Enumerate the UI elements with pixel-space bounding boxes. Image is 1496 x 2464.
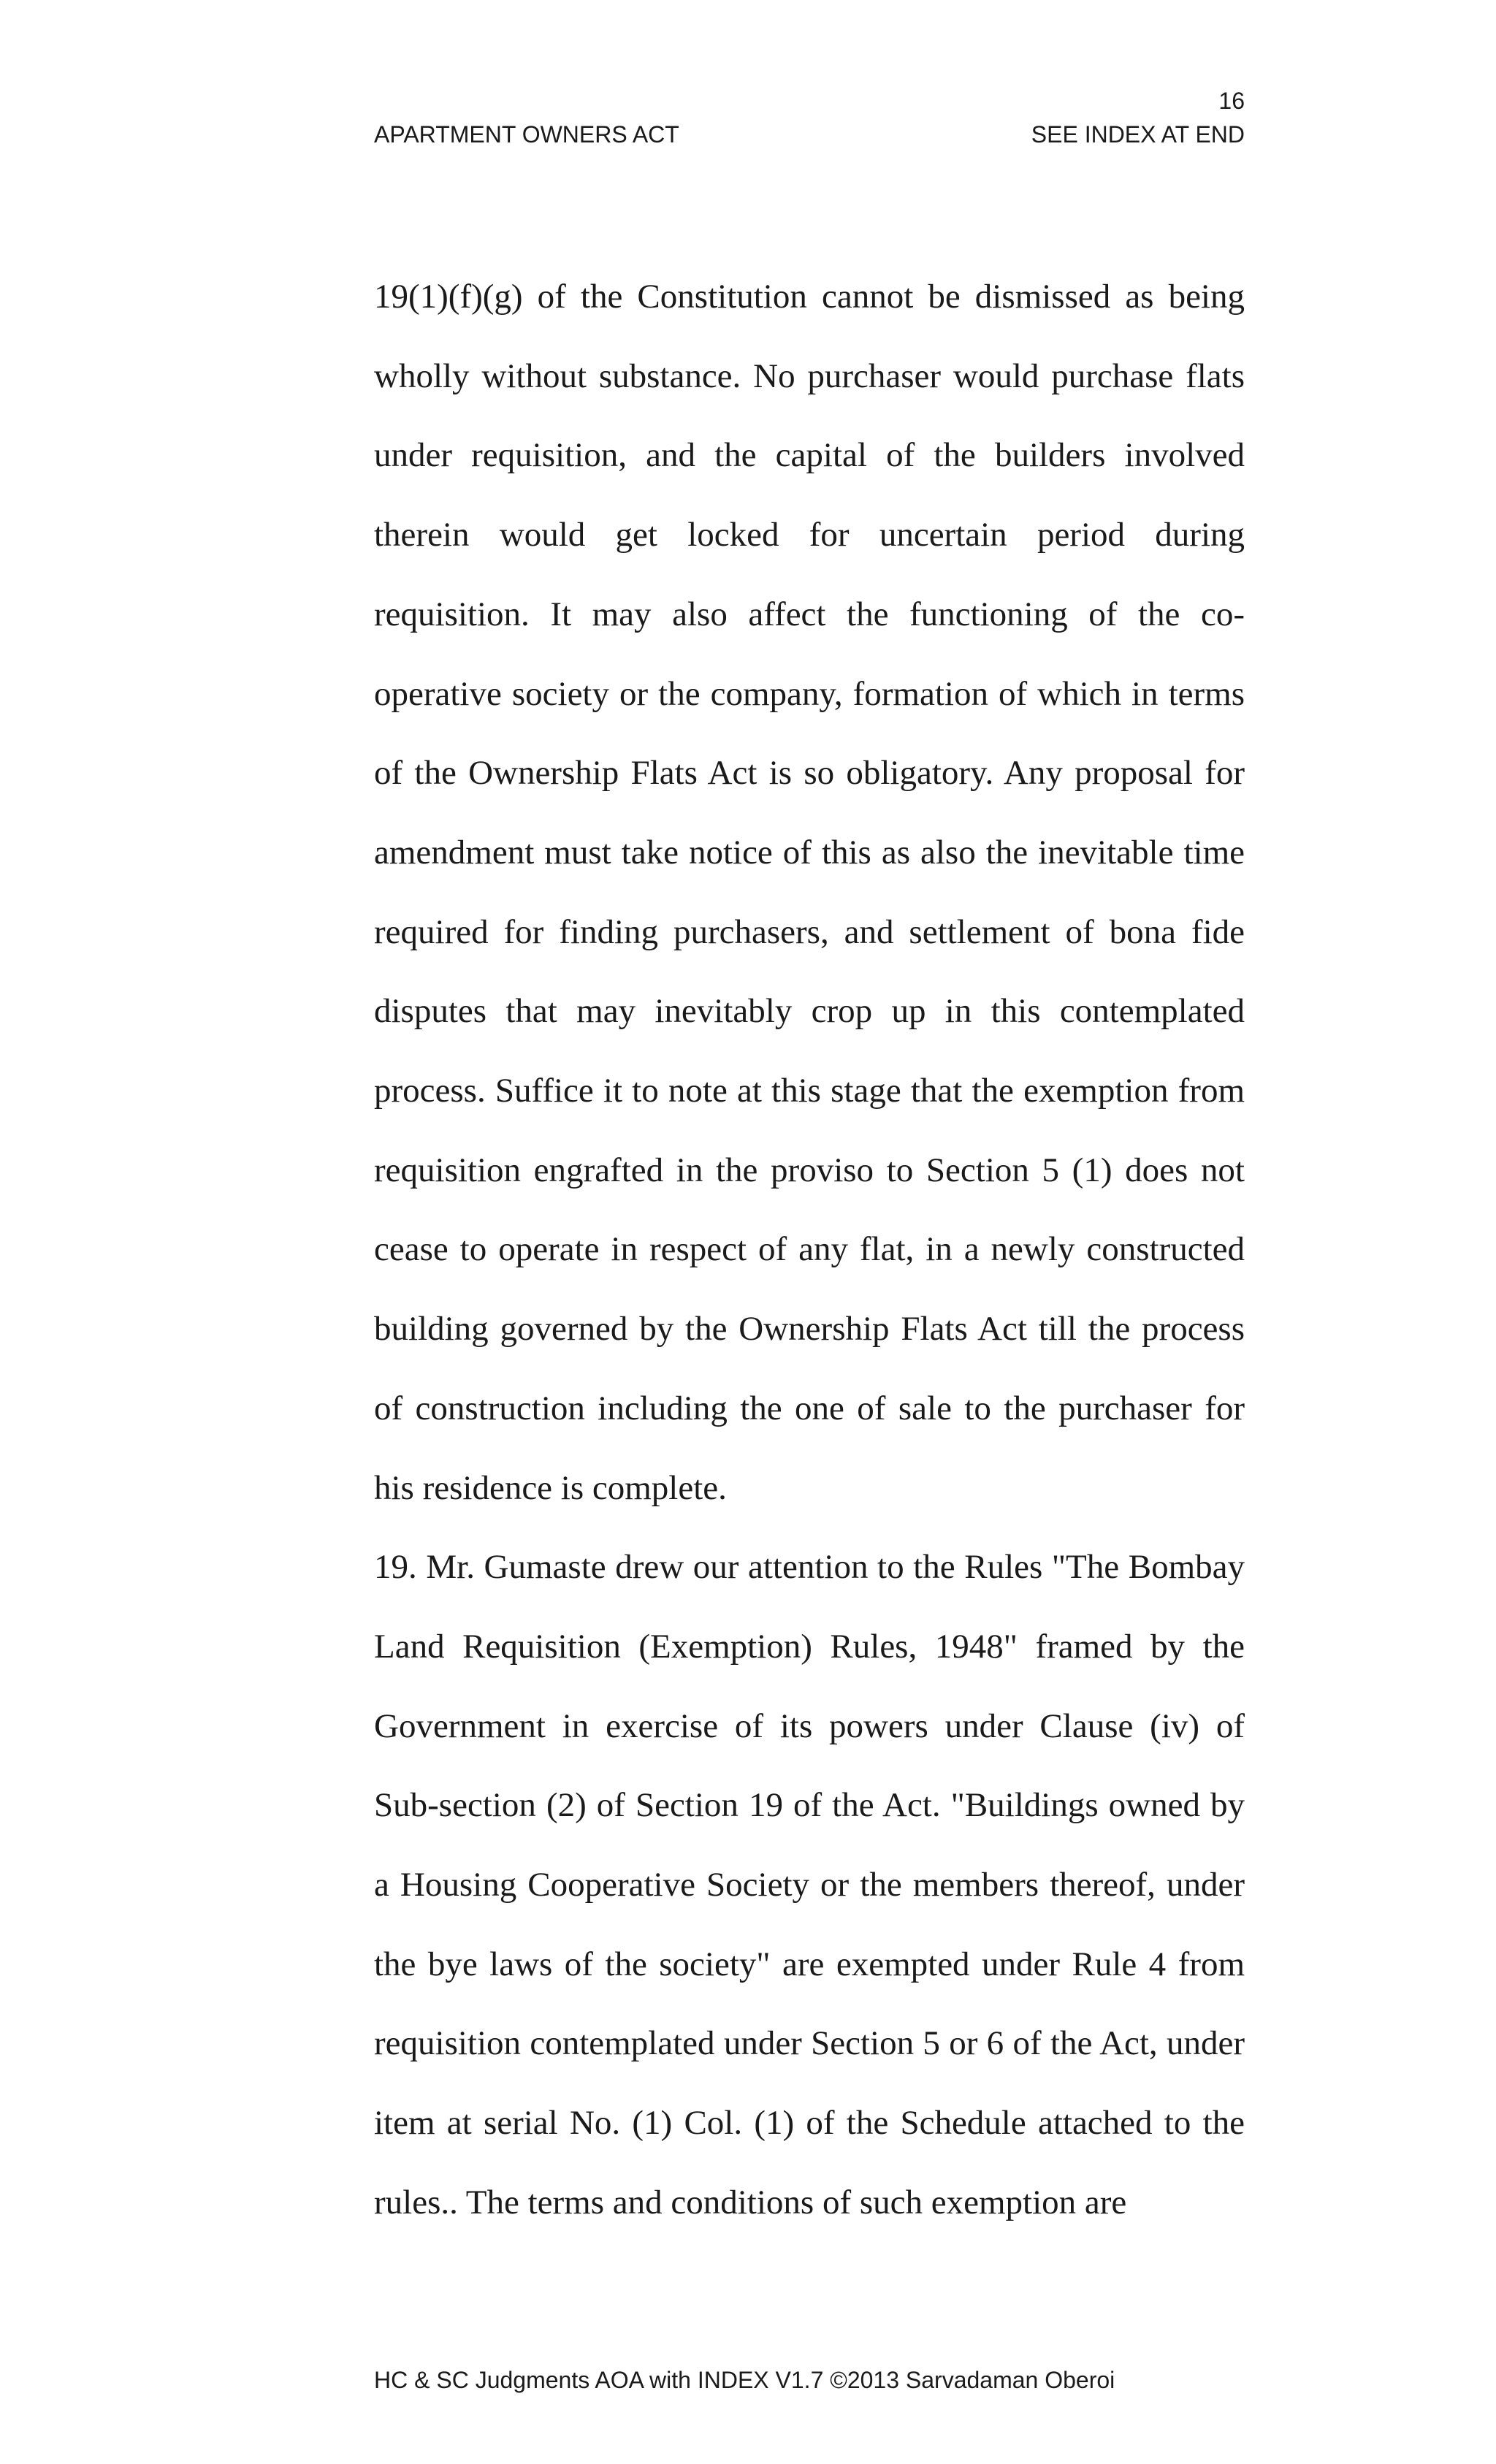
page-number: 16 xyxy=(1218,88,1245,114)
header-title: APARTMENT OWNERS ACT xyxy=(374,121,679,148)
document-body xyxy=(374,257,1245,2243)
running-header xyxy=(374,121,1245,148)
footer-copyright: HC & SC Judgments AOA with INDEX V1.7 ©2013 Sarvadaman Oberoi xyxy=(374,2367,1115,2393)
header-index-note: SEE INDEX AT END xyxy=(1031,121,1245,148)
paragraph-19: 19. Mr. Gumaste drew our attention to the Rules "The Bombay Land Requisition (Exemption) Rules, 1948" framed by the Government in exercise of its powers under Clause (iv) of Sub-section (2) of Section 19 of the Act. "Buildings owned by a Housing Cooperative Society or the members thereof, under the bye laws of the society" are exempted under Rule 4 from requisition contemplated under Section 5 or 6 of the Act, under item at serial No. (1) Col. (1) of the Schedule attached to the rules.. The terms and conditions of such exemption are xyxy=(374,1548,1245,2221)
paragraph-continuation: 19(1)(f)(g) of the Constitution cannot be dismissed as being wholly without substance. No purchaser would purchase flats under requisition, and the capital of the builders involved therein would get locked for uncertain period during requisition. It may also affect the functioning of the co-operative society or the company, formation of which in terms of the Ownership Flats Act is so obligatory. Any proposal for amendment must take notice of this as also the inevitable time required for finding purchasers, and settlement of bona fide disputes that may inevitably crop up in this contemplated process. Suffice it to note at this stage that the exemption from requisition engrafted in the proviso to Section 5 (1) does not cease to operate in respect of any flat, in a newly constructed building governed by the Ownership Flats Act till the process of construction including the one of sale to the purchaser for his residence is complete. xyxy=(374,278,1245,1507)
